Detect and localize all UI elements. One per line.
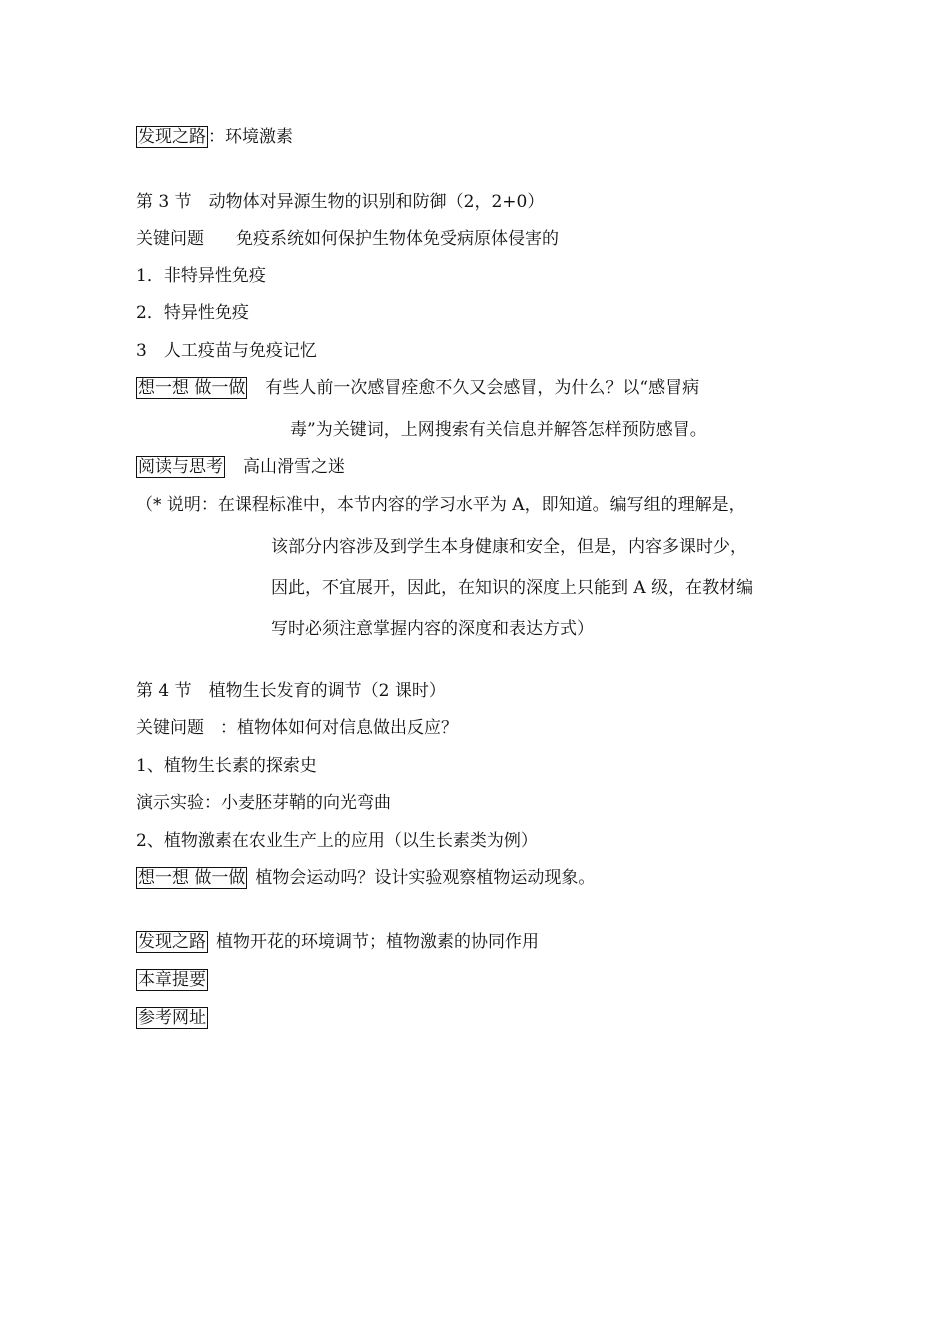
item-specific-immunity: 2．特异性免疫 xyxy=(136,303,249,323)
chapter-summary-line xyxy=(136,969,208,991)
note-line-2: 该部分内容涉及到学生本身健康和安全，但是，内容多课时少， xyxy=(271,537,747,557)
think-do-text: 植物会运动吗？设计实验观察植物运动现象。 xyxy=(255,868,596,888)
item-nonspecific-immunity: 1．非特异性免疫 xyxy=(136,266,266,286)
discovery-road-flowering-line xyxy=(136,931,539,953)
think-do-continuation: 毒”为关键词，上网搜索有关信息并解答怎样预防感冒。 xyxy=(290,420,707,440)
discovery-road-box: 发现之路 xyxy=(138,932,206,952)
key-question-line-sec3 xyxy=(136,228,559,250)
key-question-line-sec4 xyxy=(136,717,458,739)
item-artificial-vaccine: 3 人工疫苗与免疫记忆 xyxy=(136,341,317,361)
key-question-label: 关键问题 xyxy=(136,718,204,738)
discovery-road-box: 发现之路 xyxy=(138,127,206,147)
reading-thinking-line xyxy=(136,456,345,478)
note-line-3: 因此，不宜展开，因此，在知识的深度上只能到 A 级，在教材编 xyxy=(271,578,754,598)
item-auxin-history: 1、植物生长素的探索史 xyxy=(136,756,317,776)
item-hormone-application: 2、植物激素在农业生产上的应用（以生长素类为例） xyxy=(136,831,538,851)
think-do-line-2 xyxy=(136,867,595,889)
reading-thinking-box: 阅读与思考 xyxy=(138,457,223,477)
reference-urls-box: 参考网址 xyxy=(138,1008,206,1028)
section-3-heading: 第 3 节 动物体对异源生物的识别和防御（2，2+0） xyxy=(136,192,545,212)
reading-thinking-text: 高山滑雪之迷 xyxy=(243,457,345,477)
env-hormone-text: ：环境激素 xyxy=(208,127,293,147)
section-4-heading: 第 4 节 植物生长发育的调节（2 课时） xyxy=(136,681,446,701)
think-do-box: 想一想 做一做 xyxy=(138,378,246,398)
think-do-text: 有些人前一次感冒痊愈不久又会感冒，为什么？以“感冒病 xyxy=(265,378,700,398)
think-do-line-1 xyxy=(136,377,699,399)
key-question-label: 关键问题 xyxy=(136,229,204,249)
reference-urls-line xyxy=(136,1007,208,1029)
chapter-summary-box: 本章提要 xyxy=(138,970,206,990)
think-do-box: 想一想 做一做 xyxy=(138,868,246,888)
key-question-text: ：植物体如何对信息做出反应？ xyxy=(220,718,458,738)
key-question-text: 免疫系统如何保护生物体免受病原体侵害的 xyxy=(236,229,559,249)
demo-experiment-line: 演示实验：小麦胚芽鞘的向光弯曲 xyxy=(136,793,391,813)
discovery-road-env-hormone-line xyxy=(136,126,293,148)
note-line-4: 写时必须注意掌握内容的深度和表达方式） xyxy=(271,619,594,639)
note-line-1: （* 说明：在课程标准中，本节内容的学习水平为 A，即知道。编写组的理解是， xyxy=(136,495,746,515)
flowering-text: 植物开花的环境调节；植物激素的协同作用 xyxy=(216,932,539,952)
